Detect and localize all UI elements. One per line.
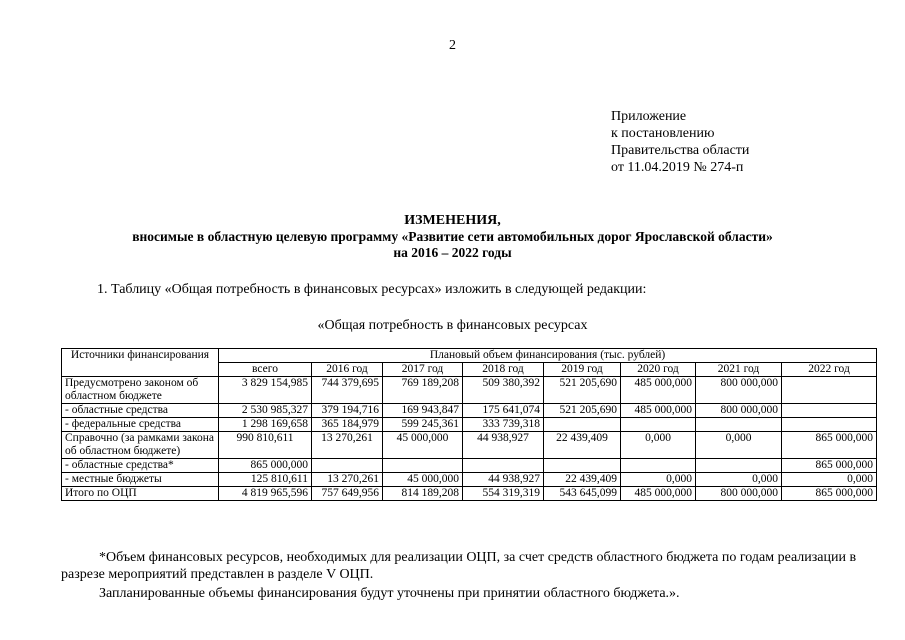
table-header-row [62, 349, 877, 363]
row-label: Справочно (за рамками закона об областном бюджете) [62, 432, 219, 459]
table-cell: 769 189,208 [383, 377, 463, 404]
column-header: 2018 год [463, 363, 544, 377]
table-cell: 13 270,261 [312, 473, 383, 487]
annex-line: Правительства области [611, 143, 750, 158]
row-label: - областные средства* [62, 459, 219, 473]
table-cell [463, 459, 544, 473]
table-cell: 45 000,000 [383, 432, 463, 459]
title-subtitle: вносимые в областную целевую программу «Развитие сети автомобильных дорог Ярославской области» [132, 229, 773, 244]
table-cell: 0,000 [696, 432, 782, 459]
table-cell: 485 000,000 [621, 404, 696, 418]
column-header: всего [219, 363, 312, 377]
instruction-paragraph: 1. Таблицу «Общая потребность в финансовых ресурсах» изложить в следующей редакции: [97, 282, 647, 297]
annex-line: от 11.04.2019 № 274-п [611, 160, 744, 175]
column-header: 2019 год [544, 363, 621, 377]
table-caption: «Общая потребность в финансовых ресурсах [317, 318, 588, 333]
table-cell: 521 205,690 [544, 377, 621, 404]
row-label: - местные бюджеты [62, 473, 219, 487]
table-cell [782, 377, 877, 404]
closing-note: Запланированные объемы финансирования будут уточнены при принятии областного бюджета.». [99, 586, 680, 601]
annex-line: Приложение [611, 109, 687, 124]
table-cell: 333 739,318 [463, 418, 544, 432]
page-number: 2 [449, 38, 456, 53]
table-cell: 22 439,409 [544, 473, 621, 487]
table-row [62, 487, 877, 501]
document-title [0, 213, 905, 261]
table-cell: 169 943,847 [383, 404, 463, 418]
table-cell: 814 189,208 [383, 487, 463, 501]
annex-line: к постановлению [611, 126, 715, 141]
table-row [62, 377, 877, 404]
row-label: Итого по ОЦП [62, 487, 219, 501]
table-cell [696, 459, 782, 473]
plan-header: Плановый объем финансирования (тыс. рублей) [219, 349, 877, 363]
table-row [62, 432, 877, 459]
table-cell [383, 459, 463, 473]
table-cell: 554 319,319 [463, 487, 544, 501]
column-header: 2017 год [383, 363, 463, 377]
table-cell: 0,000 [621, 473, 696, 487]
title-years: на 2016 – 2022 годы [393, 245, 512, 260]
table-cell: 757 649,956 [312, 487, 383, 501]
table-cell: 990 810,611 [219, 432, 312, 459]
table-cell: 509 380,392 [463, 377, 544, 404]
source-header: Источники финансирования [62, 349, 219, 377]
table-cell: 13 270,261 [312, 432, 383, 459]
annex-block [611, 108, 749, 176]
table-cell: 543 645,099 [544, 487, 621, 501]
table-cell: 125 810,611 [219, 473, 312, 487]
table-cell [621, 418, 696, 432]
row-label: - областные средства [62, 404, 219, 418]
title-main: ИЗМЕНЕНИЯ, [404, 213, 501, 228]
table-cell: 2 530 985,327 [219, 404, 312, 418]
table-cell [544, 459, 621, 473]
table-row [62, 418, 877, 432]
table-cell: 865 000,000 [782, 432, 877, 459]
table-cell: 800 000,000 [696, 404, 782, 418]
table-cell [782, 418, 877, 432]
table-cell: 1 298 169,658 [219, 418, 312, 432]
table-cell: 0,000 [621, 432, 696, 459]
table-cell: 599 245,361 [383, 418, 463, 432]
table-cell: 744 379,695 [312, 377, 383, 404]
table-cell [544, 418, 621, 432]
footnote: *Объем финансовых ресурсов, необходимых для реализации ОЦП, за счет средств областного бюджета по годам реализации в разрезе мероприятий представлен в разделе V ОЦП. [61, 550, 857, 582]
table-cell: 865 000,000 [219, 459, 312, 473]
table-cell: 521 205,690 [544, 404, 621, 418]
financing-table [61, 348, 877, 501]
table-cell: 0,000 [782, 473, 877, 487]
column-header: 2016 год [312, 363, 383, 377]
table-cell: 45 000,000 [383, 473, 463, 487]
table-cell: 865 000,000 [782, 487, 877, 501]
table-cell: 44 938,927 [463, 432, 544, 459]
column-header: 2022 год [782, 363, 877, 377]
table-row [62, 473, 877, 487]
table-cell: 365 184,979 [312, 418, 383, 432]
table-cell: 800 000,000 [696, 487, 782, 501]
table-cell: 0,000 [696, 473, 782, 487]
table-row [62, 459, 877, 473]
table-cell: 4 819 965,596 [219, 487, 312, 501]
table-cell: 175 641,074 [463, 404, 544, 418]
table-cell: 22 439,409 [544, 432, 621, 459]
table-cell [782, 404, 877, 418]
column-header: 2020 год [621, 363, 696, 377]
table-cell: 800 000,000 [696, 377, 782, 404]
table-cell [696, 418, 782, 432]
table-cell: 3 829 154,985 [219, 377, 312, 404]
table-cell: 44 938,927 [463, 473, 544, 487]
table-row [62, 404, 877, 418]
table-cell: 485 000,000 [621, 487, 696, 501]
row-label: Предусмотрено законом об областном бюджете [62, 377, 219, 404]
table-cell: 865 000,000 [782, 459, 877, 473]
column-header: 2021 год [696, 363, 782, 377]
table-cell [621, 459, 696, 473]
table-cell [312, 459, 383, 473]
table-cell: 485 000,000 [621, 377, 696, 404]
table-cell: 379 194,716 [312, 404, 383, 418]
row-label: - федеральные средства [62, 418, 219, 432]
